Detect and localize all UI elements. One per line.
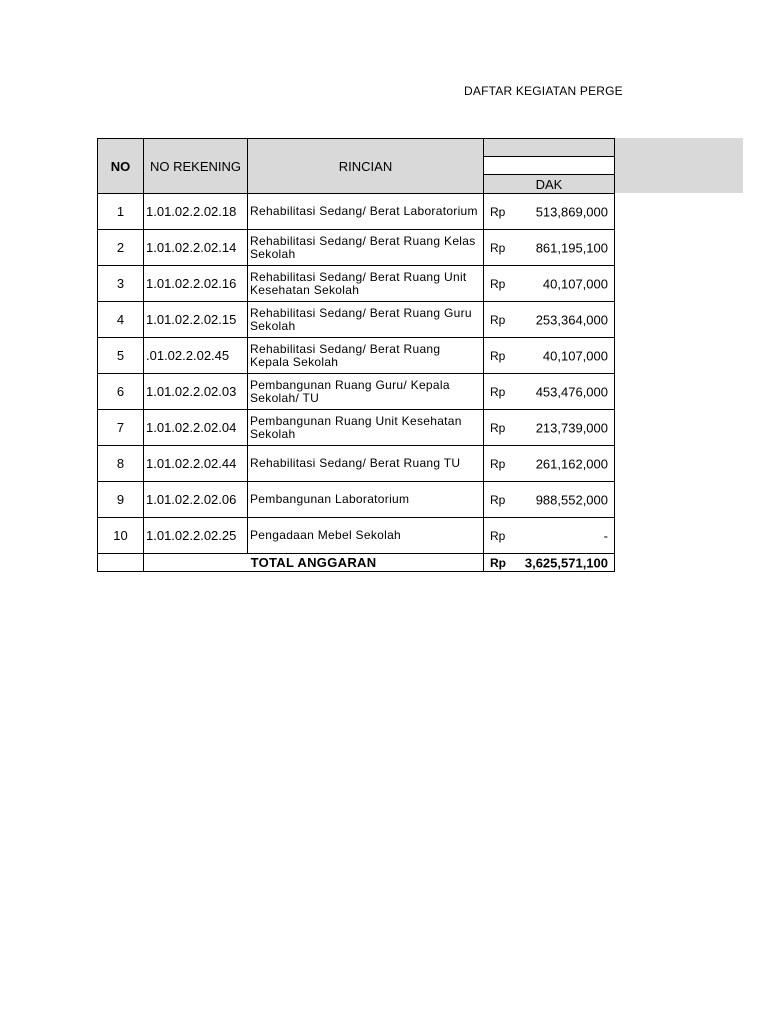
row-number: 9	[98, 482, 144, 518]
row-amount: 40,107,000	[542, 276, 608, 291]
budget-table	[97, 138, 615, 572]
total-row	[98, 554, 615, 572]
row-currency: Rp	[490, 456, 506, 471]
header-no: NO	[98, 139, 144, 194]
header-source-mid	[484, 157, 615, 175]
row-currency: Rp	[490, 384, 506, 399]
row-currency: Rp	[490, 420, 506, 435]
row-amount: 213,739,000	[535, 420, 608, 435]
page-title: DAFTAR KEGIATAN PERGE	[464, 84, 623, 98]
row-number: 7	[98, 410, 144, 446]
row-rekening: 1.01.02.2.02.18	[144, 194, 248, 230]
header-no-rekening: NO REKENING	[144, 139, 248, 194]
row-amount-cell	[484, 266, 615, 302]
row-number: 8	[98, 446, 144, 482]
total-empty-cell	[98, 554, 144, 572]
row-rekening: 1.01.02.2.02.06	[144, 482, 248, 518]
row-amount: 261,162,000	[535, 456, 608, 471]
row-amount-cell	[484, 374, 615, 410]
table-row	[98, 410, 615, 446]
row-rincian: Pengadaan Mebel Sekolah	[248, 518, 484, 554]
total-label: TOTAL ANGGARAN	[144, 554, 484, 572]
row-number: 5	[98, 338, 144, 374]
row-rekening: 1.01.02.2.02.25	[144, 518, 248, 554]
header-overflow-band	[614, 138, 743, 193]
row-rincian: Rehabilitasi Sedang/ Berat Ruang Kelas Sekolah	[248, 230, 484, 266]
table-row	[98, 194, 615, 230]
row-rekening: 1.01.02.2.02.16	[144, 266, 248, 302]
row-amount: 40,107,000	[542, 348, 608, 363]
row-rincian: Pembangunan Ruang Unit Kesehatan Sekolah	[248, 410, 484, 446]
row-amount-cell	[484, 338, 615, 374]
row-number: 6	[98, 374, 144, 410]
row-currency: Rp	[490, 528, 506, 543]
table-row	[98, 266, 615, 302]
row-rekening: .01.02.2.02.45	[144, 338, 248, 374]
row-rincian: Rehabilitasi Sedang/ Berat Laboratorium	[248, 194, 484, 230]
row-amount-cell	[484, 482, 615, 518]
row-rekening: 1.01.02.2.02.14	[144, 230, 248, 266]
table-row	[98, 338, 615, 374]
row-number: 10	[98, 518, 144, 554]
header-rincian: RINCIAN	[248, 139, 484, 194]
row-rincian: Pembangunan Laboratorium	[248, 482, 484, 518]
row-amount-cell	[484, 230, 615, 266]
table-row	[98, 482, 615, 518]
row-amount-cell	[484, 410, 615, 446]
table-row	[98, 518, 615, 554]
row-rincian: Rehabilitasi Sedang/ Berat Ruang Kepala Sekolah	[248, 338, 484, 374]
total-amount-cell	[484, 554, 615, 572]
row-amount: 513,869,000	[535, 204, 608, 219]
row-amount: 453,476,000	[535, 384, 608, 399]
table-row	[98, 230, 615, 266]
row-rincian: Rehabilitasi Sedang/ Berat Ruang TU	[248, 446, 484, 482]
row-rincian: Rehabilitasi Sedang/ Berat Ruang Guru Sekolah	[248, 302, 484, 338]
row-amount: 861,195,100	[535, 240, 608, 255]
header-source-top	[484, 139, 615, 157]
row-rekening: 1.01.02.2.02.04	[144, 410, 248, 446]
row-rekening: 1.01.02.2.02.15	[144, 302, 248, 338]
row-currency: Rp	[490, 492, 506, 507]
row-currency: Rp	[490, 312, 506, 327]
row-currency: Rp	[490, 348, 506, 363]
row-currency: Rp	[490, 204, 506, 219]
row-number: 2	[98, 230, 144, 266]
table-row	[98, 302, 615, 338]
row-number: 3	[98, 266, 144, 302]
row-amount-cell	[484, 518, 615, 554]
row-rekening: 1.01.02.2.02.44	[144, 446, 248, 482]
row-amount: -	[603, 528, 608, 543]
row-number: 1	[98, 194, 144, 230]
table-row	[98, 446, 615, 482]
row-amount-cell	[484, 302, 615, 338]
header-dak: DAK	[484, 175, 615, 194]
total-currency: Rp	[490, 555, 506, 570]
row-rincian: Pembangunan Ruang Guru/ Kepala Sekolah/ TU	[248, 374, 484, 410]
row-amount: 253,364,000	[535, 312, 608, 327]
row-currency: Rp	[490, 240, 506, 255]
row-amount: 988,552,000	[535, 492, 608, 507]
row-amount-cell	[484, 194, 615, 230]
row-rekening: 1.01.02.2.02.03	[144, 374, 248, 410]
table-row	[98, 374, 615, 410]
row-currency: Rp	[490, 276, 506, 291]
row-rincian: Rehabilitasi Sedang/ Berat Ruang Unit Kesehatan Sekolah	[248, 266, 484, 302]
total-amount: 3,625,571,100	[524, 555, 608, 570]
row-number: 4	[98, 302, 144, 338]
row-amount-cell	[484, 446, 615, 482]
